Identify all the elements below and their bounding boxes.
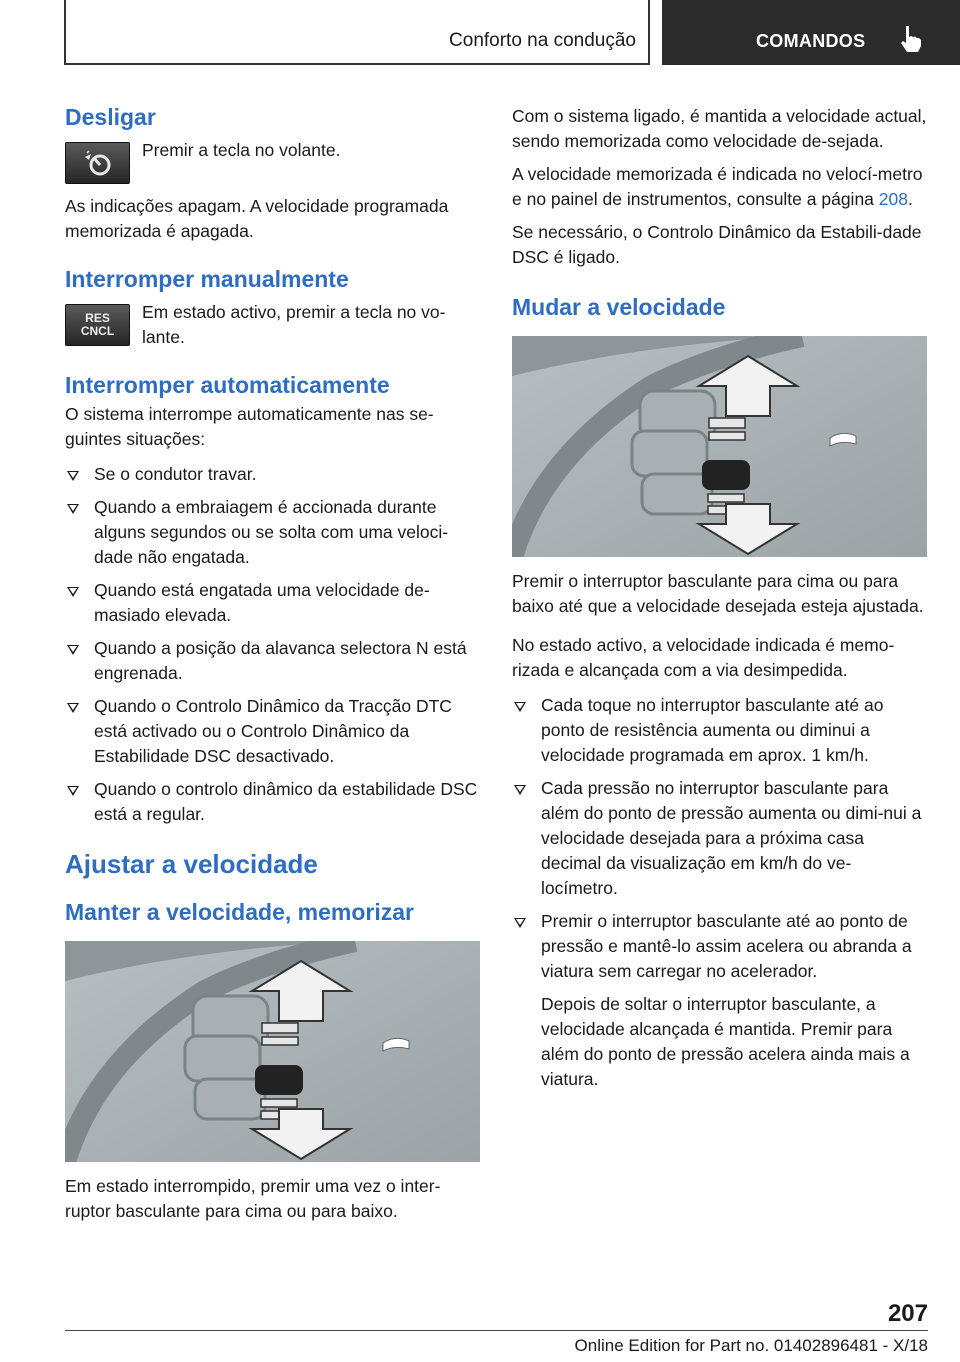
right-p2: A velocidade memorizada é indicada no velocí‐metro e no painel de instrumentos, consulte a página 208.	[512, 164, 923, 209]
cncl-key-label: CNCL	[80, 324, 115, 338]
triangle-bullet-icon	[514, 785, 526, 795]
auto-list	[65, 462, 480, 827]
triangle-bullet-icon	[514, 702, 526, 712]
header-rule-left	[64, 0, 66, 64]
manual-key-text: Em estado activo, premir a tecla no vo‐lante.	[142, 302, 446, 347]
mudar-caption: Premir o interruptor basculante para cima ou para baixo até que a velocidade desejada esteja ajustada.	[512, 571, 924, 616]
list-item: Cada pressão no interruptor basculante para além do ponto de pressão aumenta ou dimi‐nui a velocidade desejada para a próxima casa decimal da visualização em km/h do ve‐locímetro.	[512, 776, 928, 901]
speedometer-arrow-icon	[66, 143, 129, 183]
auto-intro: O sistema interrompe automaticamente nas se‐guintes situações:	[65, 404, 434, 449]
cruise-control-key-icon	[65, 142, 130, 184]
triangle-bullet-icon	[67, 703, 79, 713]
mudar-item3-continuation: Depois de soltar o interruptor basculante, a velocidade alcançada é mantida. Premir para além do ponto de pressão acelera ainda mais a viatura.	[541, 994, 910, 1089]
res-cncl-key-icon	[65, 304, 130, 346]
heading-mudar: Mudar a velocidade	[512, 294, 726, 320]
list-item: Cada toque no interruptor basculante até ao ponto de resistência aumenta ou diminui a velocidade programada em aprox. 1 km/h.	[512, 693, 928, 768]
triangle-bullet-icon	[67, 471, 79, 481]
list-item: Quando a embraiagem é accionada durante alguns segundos ou se solta com uma veloci‐dade não engatada.	[65, 495, 480, 570]
desligar-key-text: Premir a tecla no volante.	[142, 140, 341, 160]
steering-wheel-photo-2	[512, 336, 927, 557]
triangle-bullet-icon	[514, 918, 526, 928]
list-item: Quando o controlo dinâmico da estabilidade DSC está a regular.	[65, 777, 480, 827]
page-208-link[interactable]: 208	[878, 189, 908, 209]
list-item: Premir o interruptor basculante até ao ponto de pressão e mantê-lo assim acelera ou abranda a viatura sem carregar no acelerador.	[512, 909, 928, 984]
desligar-key-row	[65, 134, 480, 184]
mudar-body: No estado activo, a velocidade indicada é memo‐rizada e alcançada com a via desimpedida.	[512, 635, 895, 680]
right-p1: Com o sistema ligado, é mantida a velocidade actual, sendo memorizada como velocidade de‐sejada.	[512, 106, 927, 151]
heading-ajustar: Ajustar a velocidade	[65, 849, 318, 879]
triangle-bullet-icon	[67, 504, 79, 514]
header-section-title: Conforto na condução	[449, 30, 636, 51]
hand-pointer-icon	[898, 24, 924, 54]
header-chapter-tab[interactable]	[662, 0, 960, 65]
footer-edition: Online Edition for Part no. 01402896481 - X/18	[574, 1336, 928, 1355]
heading-desligar: Desligar	[65, 104, 156, 130]
heading-manter: Manter a velocidade, memorizar	[65, 899, 414, 925]
heading-interromper-auto: Interromper automaticamente	[65, 372, 390, 398]
right-p3: Se necessário, o Controlo Dinâmico da Estabili‐dade DSC é ligado.	[512, 222, 922, 267]
manter-caption: Em estado interrompido, premir uma vez o inter‐ruptor basculante para cima ou para baixo.	[65, 1176, 441, 1221]
page-number: 207	[887, 1300, 928, 1327]
triangle-bullet-icon	[67, 645, 79, 655]
list-item: Quando o Controlo Dinâmico da Tracção DTC está activado ou o Controlo Dinâmico da Estabilidade DSC desactivado.	[65, 694, 480, 769]
left-column	[65, 100, 480, 1224]
res-key-label: RES	[85, 311, 110, 325]
desligar-body: As indicações apagam. A velocidade programada memorizada é apagada.	[65, 196, 449, 241]
header-chapter-label: COMANDOS	[756, 31, 866, 51]
heading-interromper-manual: Interromper manualmente	[65, 266, 349, 292]
mudar-list	[512, 693, 928, 984]
triangle-bullet-icon	[67, 786, 79, 796]
list-item: Se o condutor travar.	[65, 462, 480, 487]
list-item: Quando está engatada uma velocidade de‐masiado elevada.	[65, 578, 480, 628]
manual-key-row	[65, 296, 480, 350]
list-item: Quando a posição da alavanca selectora N está engrenada.	[65, 636, 480, 686]
right-column	[512, 104, 928, 1092]
triangle-bullet-icon	[67, 587, 79, 597]
header-rule-mid	[648, 0, 650, 64]
header-rule-bottom	[64, 63, 650, 65]
footer-rule	[65, 1330, 928, 1331]
steering-wheel-photo	[65, 941, 480, 1162]
